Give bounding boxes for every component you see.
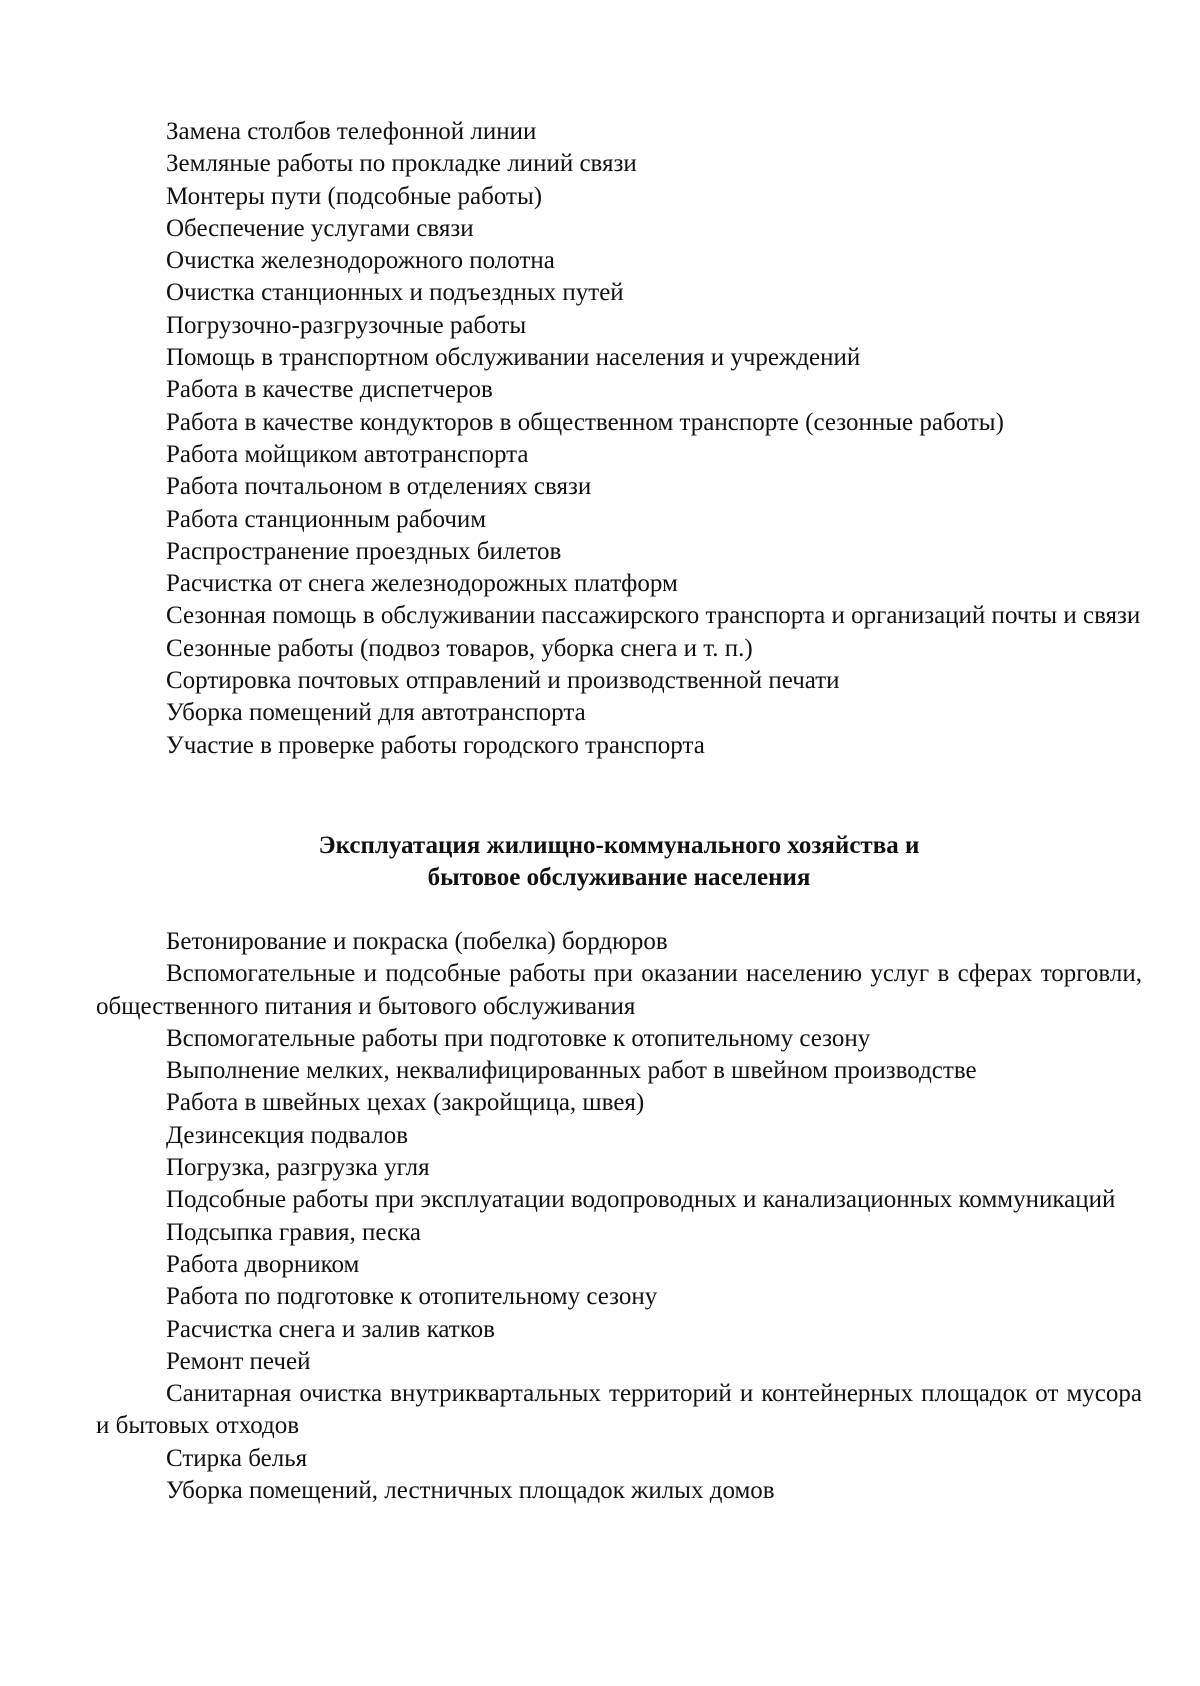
- list-item: Работа станционным рабочим: [166, 505, 487, 533]
- list-item: Подсобные работы при эксплуатации водопроводных и канализационных коммуникаций: [166, 1186, 1116, 1214]
- list-item: Уборка помещений, лестничных площадок жилых домов: [166, 1477, 775, 1505]
- section-heading-line-2: бытовое обслуживание населения: [427, 864, 811, 891]
- list-item: Земляные работы по прокладке линий связи: [166, 150, 637, 178]
- list-item: Работа в качестве кондукторов в общественном транспорте (сезонные работы): [166, 408, 1004, 436]
- list-item: Уборка помещений для автотранспорта: [166, 699, 586, 727]
- list-item: Бетонирование и покраска (побелка) бордюров: [166, 928, 668, 955]
- list-item: Работа в швейных цехах (закройщица, швея): [166, 1089, 645, 1117]
- list-item: Погрузочно-разгрузочные работы: [166, 311, 527, 339]
- list-item: Ремонт печей: [166, 1347, 311, 1375]
- list-item: Работа дворником: [166, 1250, 360, 1278]
- housing-utilities-work-list: [96, 926, 1142, 1507]
- list-item: Сортировка почтовых отправлений и производственной печати: [166, 667, 840, 695]
- list-item: Работа в качестве диспетчеров: [166, 376, 493, 404]
- list-item: Погрузка, разгрузка угля: [166, 1154, 430, 1182]
- section-heading: [96, 830, 1142, 894]
- list-item: Сезонная помощь в обслуживании пассажирского транспорта и организаций почты и связи: [166, 602, 1141, 630]
- list-item: Подсыпка гравия, песка: [166, 1218, 422, 1246]
- list-item: Санитарная очистка внутриквартальных территорий и контейнерных площадок от мусора и бытовых отходов: [96, 1380, 1142, 1440]
- section-heading-line-1: Эксплуатация жилищно-коммунального хозяйства и: [318, 832, 920, 859]
- list-item: Расчистка от снега железнодорожных платформ: [166, 570, 678, 598]
- list-item: Распространение проездных билетов: [166, 537, 562, 565]
- list-item: Выполнение мелких, неквалифицированных работ в швейном производстве: [166, 1057, 977, 1085]
- list-item: Монтеры пути (подсобные работы): [166, 182, 543, 210]
- list-item: Очистка станционных и подъездных путей: [166, 279, 624, 307]
- list-item: Замена столбов телефонной линии: [166, 118, 537, 145]
- list-item: Участие в проверке работы городского транспорта: [166, 731, 705, 759]
- list-item: Помощь в транспортном обслуживании населения и учреждений: [166, 344, 861, 372]
- list-item: Очистка железнодорожного полотна: [166, 247, 555, 275]
- list-item: Обеспечение услугами связи: [166, 214, 474, 242]
- list-item: Сезонные работы (подвоз товаров, уборка снега и т. п.): [166, 634, 753, 662]
- list-item: Вспомогательные работы при подготовке к отопительному сезону: [166, 1024, 871, 1052]
- transport-communication-work-list: [96, 116, 1142, 762]
- list-item: Стирка белья: [166, 1444, 308, 1472]
- list-item: Работа мойщиком автотранспорта: [166, 440, 529, 468]
- list-item: Работа почтальоном в отделениях связи: [166, 473, 592, 501]
- list-item: Работа по подготовке к отопительному сезону: [166, 1283, 658, 1311]
- list-item: Дезинсекция подвалов: [166, 1121, 408, 1149]
- list-item: Расчистка снега и залив катков: [166, 1315, 495, 1343]
- list-item: Вспомогательные и подсобные работы при оказании населению услуг в сферах торговли, общественного питания и бытового обслуживания: [96, 960, 1142, 1020]
